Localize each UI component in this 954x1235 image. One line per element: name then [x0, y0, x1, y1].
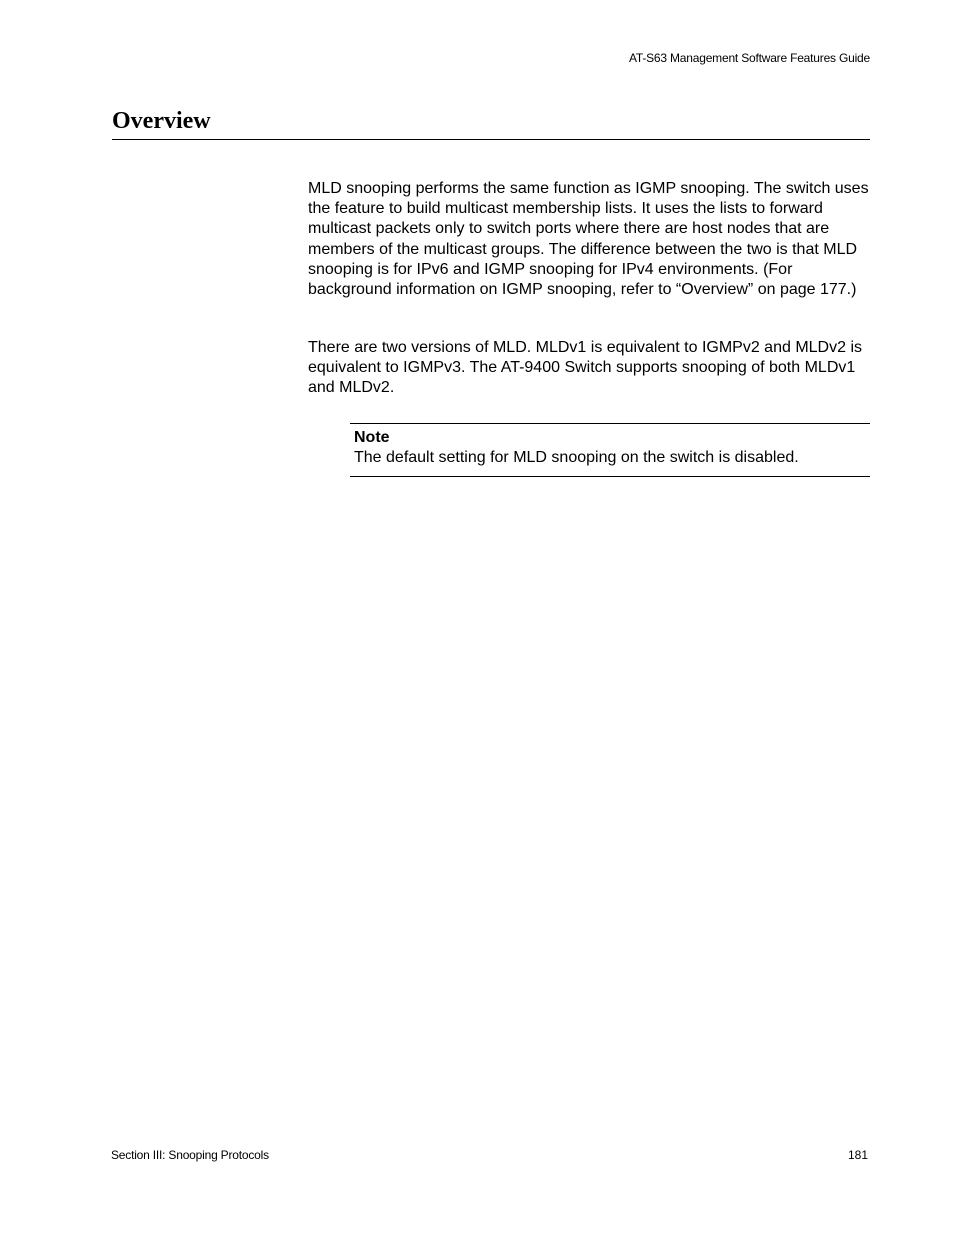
note-box — [350, 423, 870, 477]
running-header: AT-S63 Management Software Features Guide — [628, 51, 870, 65]
body-paragraph-1: MLD snooping performs the same function as IGMP snooping. The switch uses the feature to build multicast membership lists. It uses the lists to forward multicast packets only to switch ports where there are host nodes that are members of the multicast groups. The difference between the two is that MLD snooping is for IPv6 and IGMP snooping for IPv4 environments. (For background information on IGMP snooping, refer to “Overview” on page 177.) — [308, 180, 869, 299]
note-text: The default setting for MLD snooping on the switch is disabled. — [354, 449, 799, 466]
footer-section-label: Section III: Snooping Protocols — [111, 1148, 269, 1162]
note-title: Note — [354, 429, 390, 446]
page-number: 181 — [847, 1148, 868, 1162]
body-paragraph-2: There are two versions of MLD. MLDv1 is equivalent to IGMPv2 and MLDv2 is equivalent to IGMPv3. The AT-9400 Switch supports snooping of both MLDv1 and MLDv2. — [308, 339, 862, 397]
section-title: Overview — [112, 108, 211, 134]
heading-rule — [112, 139, 870, 140]
